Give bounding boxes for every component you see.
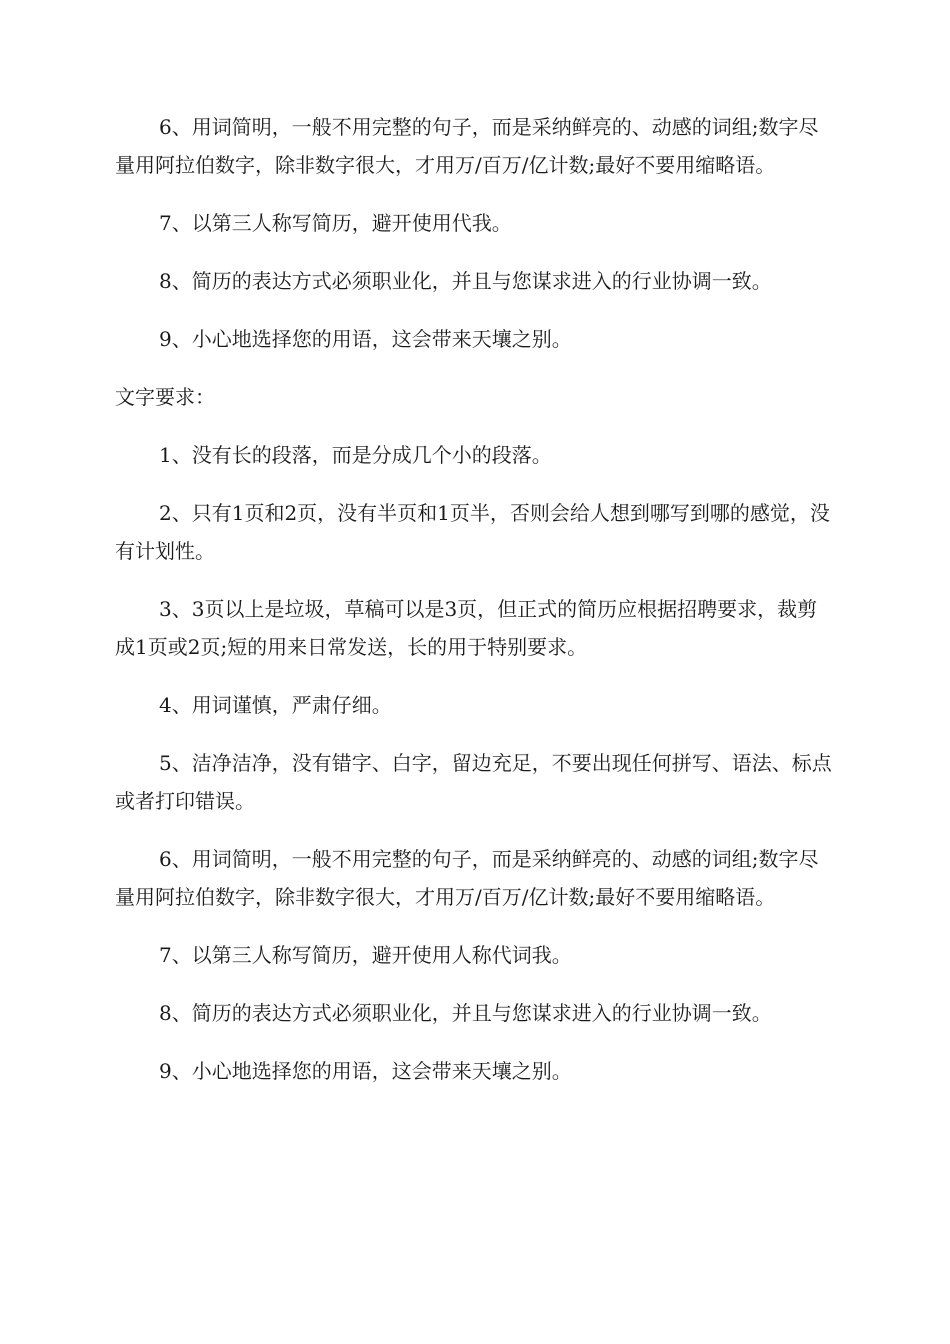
paragraph-6: 1、没有长的段落，而是分成几个小的段落。: [159, 443, 552, 467]
paragraph-4: 9、小心地选择您的用语，这会带来天壤之别。: [159, 327, 572, 351]
paragraph-11: 6、用词简明，一般不用完整的句子，而是采纳鲜亮的、动感的词组;数字尽量用阿拉伯数字，除非数字很大，才用万/百万/亿计数;最好不要用缩略语。: [115, 847, 819, 909]
paragraph-13: 8、简历的表达方式必须职业化，并且与您谋求进入的行业协调一致。: [159, 1001, 772, 1025]
paragraph-7: 2、只有1页和2页，没有半页和1页半，否则会给人想到哪写到哪的感觉，没有计划性。: [115, 501, 830, 563]
section-heading: 文字要求：: [115, 385, 215, 409]
paragraph-10: 5、洁净洁净，没有错字、白字，留边充足，不要出现任何拼写、语法、标点或者打印错误。: [115, 751, 832, 813]
paragraph-1: 6、用词简明，一般不用完整的句子，而是采纳鲜亮的、动感的词组;数字尽量用阿拉伯数字，除非数字很大，才用万/百万/亿计数;最好不要用缩略语。: [115, 115, 819, 177]
paragraph-3: 8、简历的表达方式必须职业化，并且与您谋求进入的行业协调一致。: [159, 269, 772, 293]
paragraph-14: 9、小心地选择您的用语，这会带来天壤之别。: [159, 1059, 572, 1083]
paragraph-9: 4、用词谨慎，严肃仔细。: [159, 693, 392, 717]
paragraph-2: 7、以第三人称写简历，避开使用代我。: [159, 211, 512, 235]
paragraph-12: 7、以第三人称写简历，避开使用人称代词我。: [159, 943, 572, 967]
paragraph-8: 3、3页以上是垃圾，草稿可以是3页，但正式的简历应根据招聘要求，裁剪成1页或2页;短的用来日常发送，长的用于特别要求。: [115, 597, 818, 659]
document-body: [115, 108, 835, 1110]
